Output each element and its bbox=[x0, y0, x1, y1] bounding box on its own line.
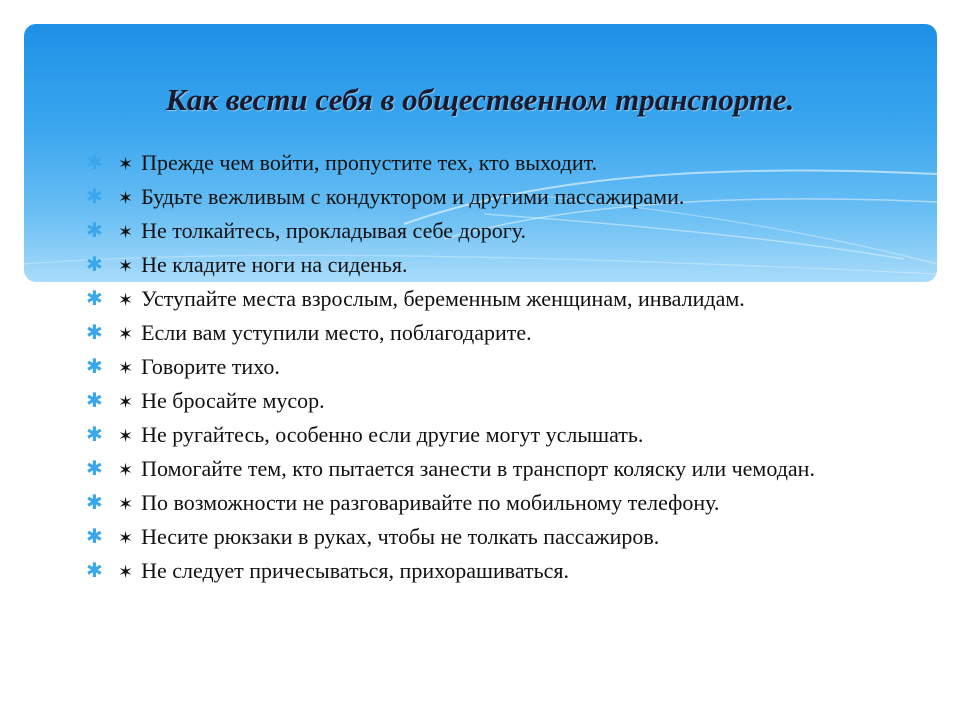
rule-item bbox=[86, 184, 886, 211]
star-marker-icon: ✶ bbox=[118, 528, 134, 549]
rule-item bbox=[86, 456, 886, 483]
rule-text: Говорите тихо. bbox=[141, 354, 280, 379]
snowflake-bullet-icon: ✱ bbox=[86, 354, 103, 378]
snowflake-bullet-icon: ✱ bbox=[86, 150, 103, 174]
star-marker-icon: ✶ bbox=[118, 494, 134, 515]
star-marker-icon: ✶ bbox=[118, 562, 134, 583]
snowflake-bullet-icon: ✱ bbox=[86, 558, 103, 582]
star-marker-icon: ✶ bbox=[118, 222, 134, 243]
rule-text: По возможности не разговаривайте по мобильному телефону. bbox=[141, 490, 720, 515]
rule-item bbox=[86, 354, 886, 381]
star-marker-icon: ✶ bbox=[118, 154, 134, 175]
star-marker-icon: ✶ bbox=[118, 460, 134, 481]
rule-text: Не следует причесываться, прихорашиваться. bbox=[141, 558, 570, 583]
rule-item bbox=[86, 558, 886, 585]
rule-text: Не кладите ноги на сиденья. bbox=[141, 252, 408, 277]
rule-text: Помогайте тем, кто пытается занести в транспорт коляску или чемодан. bbox=[141, 456, 815, 481]
rule-item bbox=[86, 150, 886, 177]
snowflake-bullet-icon: ✱ bbox=[86, 320, 103, 344]
snowflake-bullet-icon: ✱ bbox=[86, 422, 103, 446]
rule-item bbox=[86, 320, 886, 347]
star-marker-icon: ✶ bbox=[118, 290, 134, 311]
star-marker-icon: ✶ bbox=[118, 392, 134, 413]
rule-text: Не бросайте мусор. bbox=[141, 388, 325, 413]
rule-item bbox=[86, 422, 886, 449]
rule-item bbox=[86, 388, 886, 415]
rule-item bbox=[86, 252, 886, 279]
rule-item bbox=[86, 524, 886, 551]
snowflake-bullet-icon: ✱ bbox=[86, 218, 103, 242]
rule-text: Если вам уступили место, поблагодарите. bbox=[141, 320, 532, 345]
slide-title: Как вести себя в общественном транспорте. bbox=[165, 82, 795, 117]
snowflake-bullet-icon: ✱ bbox=[86, 286, 103, 310]
rule-text: Не толкайтесь, прокладывая себе дорогу. bbox=[141, 218, 527, 243]
star-marker-icon: ✶ bbox=[118, 426, 134, 447]
rule-text: Уступайте места взрослым, беременным женщинам, инвалидам. bbox=[141, 286, 745, 311]
snowflake-bullet-icon: ✱ bbox=[86, 524, 103, 548]
star-marker-icon: ✶ bbox=[118, 256, 134, 277]
snowflake-bullet-icon: ✱ bbox=[86, 252, 103, 276]
rule-item bbox=[86, 286, 886, 313]
snowflake-bullet-icon: ✱ bbox=[86, 184, 103, 208]
star-marker-icon: ✶ bbox=[118, 188, 134, 209]
star-marker-icon: ✶ bbox=[118, 358, 134, 379]
rule-item bbox=[86, 490, 886, 517]
snowflake-bullet-icon: ✱ bbox=[86, 490, 103, 514]
rule-text: Несите рюкзаки в руках, чтобы не толкать пассажиров. bbox=[141, 524, 660, 549]
rule-text: Будьте вежливым с кондуктором и другими пассажирами. bbox=[141, 184, 685, 209]
rules-list bbox=[86, 150, 886, 592]
star-marker-icon: ✶ bbox=[118, 324, 134, 345]
rule-text: Не ругайтесь, особенно если другие могут услышать. bbox=[141, 422, 644, 447]
rule-item bbox=[86, 218, 886, 245]
snowflake-bullet-icon: ✱ bbox=[86, 388, 103, 412]
rule-text: Прежде чем войти, пропустите тех, кто выходит. bbox=[141, 150, 598, 175]
snowflake-bullet-icon: ✱ bbox=[86, 456, 103, 480]
